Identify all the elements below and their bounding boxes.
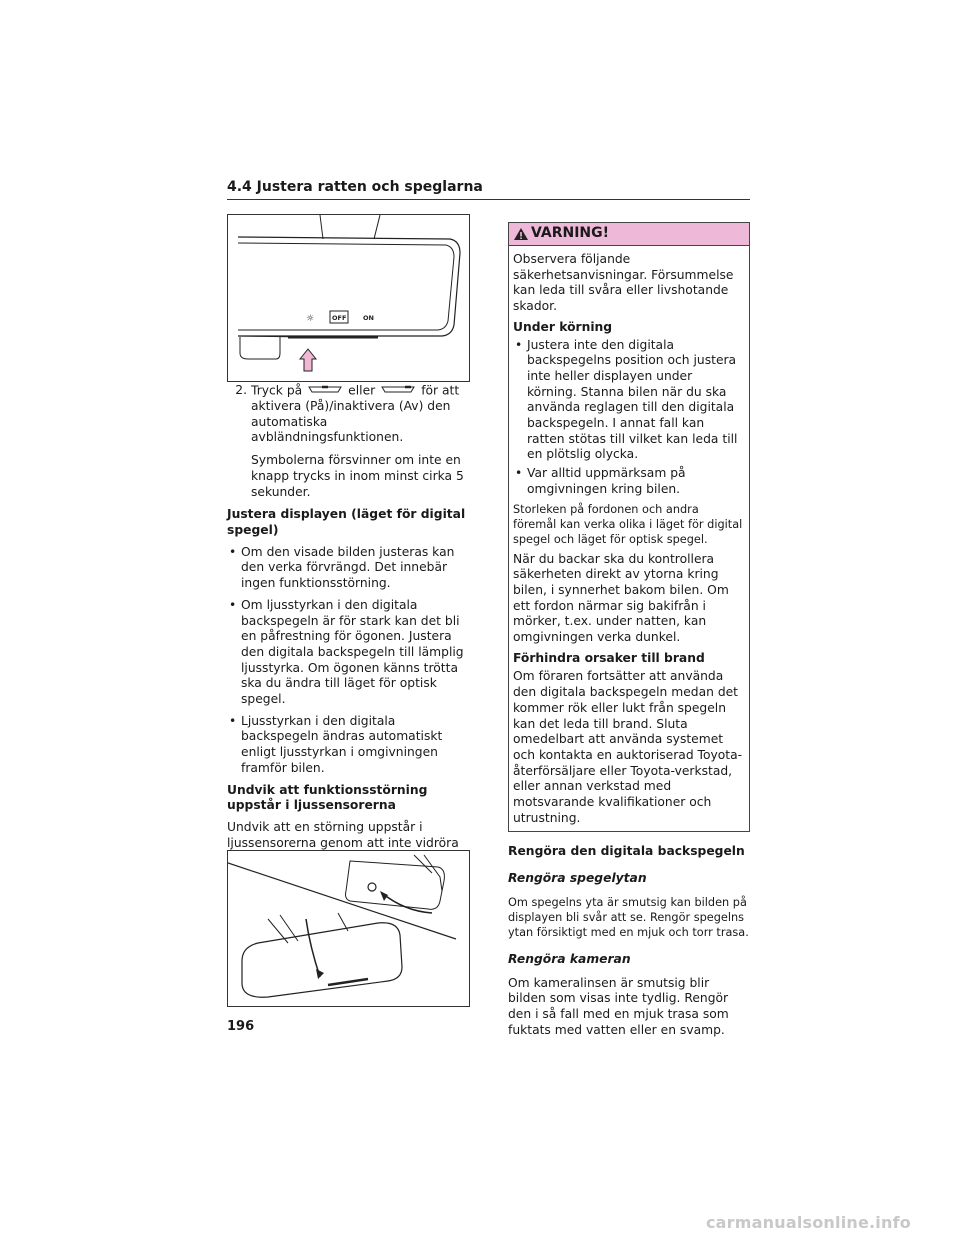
sensor-text: Undvik att en störning uppstår i ljussensorerna genom att inte vidröra — [227, 819, 459, 850]
warning-title: VARNING! — [531, 225, 610, 242]
step-2-text: Tryck på eller för att aktivera (På)/inaktivera (Av) den automatiska avbländningsfunktionen. — [251, 383, 460, 445]
camera-text: Om kameralinsen är smutsig blir bilden som visas inte tydlig. Rengör den i så fall med en mjuk trasa som fuktats med vatten eller en svamp. — [508, 975, 729, 1037]
surface-heading: Rengöra spegelytan — [508, 871, 647, 886]
step-2: 2. Tryck på eller för att aktivera (På)/inaktivera (Av) den automatiska avbländningsfunktionen. Symbolerna försvinner om inte en knapp trycks in inom minst cirka 5 sekunder. — [227, 383, 469, 507]
right-column — [508, 222, 750, 1045]
section-header — [227, 179, 750, 200]
list-item: • Ljusstyrkan i den digitala backspegeln ändras automatiskt enligt ljusstyrkan i omgivningen framför bilen. — [227, 714, 469, 777]
fire-heading: Förhindra orsaker till brand — [513, 650, 705, 665]
surface-text: Om spegelns yta är smutsig kan bilden på displayen bli svår att se. Rengör spegelns ytan försiktigt med en mjuk och torr trasa. — [508, 895, 749, 939]
reverse-note: När du backar ska du kontrollera säkerheten direkt av ytorna kring bilen, i synnerhet bakom bilen. Om ett fordon närmar sig bakifrån i mörker, t.ex. under natten, kan omgivningen verka dunkel. — [513, 551, 729, 645]
warning-header — [509, 223, 749, 246]
step-2-note: Symbolerna försvinner om inte en knapp trycks in inom minst cirka 5 sekunder. — [251, 453, 464, 499]
section-title: 4.4 Justera ratten och speglarna — [227, 179, 483, 195]
size-note: Storleken på fordonen och andra föremål kan verka olika i läget för digital spegel och läget för optisk spegel. — [513, 502, 743, 546]
display-bullets — [227, 545, 469, 777]
mirror-buttons-figure — [227, 214, 470, 382]
list-item: • Om ljusstyrkan i den digitala backspegeln är för stark kan det bli en påfrestning för ögonen. Justera den digitala backspegeln till lämplig ljusstyrka. Om ögonen känns trötta ska du ändra till läget för optisk spegel. — [227, 598, 469, 708]
mirror-cleaning-illustration — [228, 851, 469, 1006]
page-number: 196 — [227, 1019, 255, 1034]
sensor-heading: Undvik att funktionsstörning uppstår i ljussensorerna — [227, 782, 428, 813]
footer-watermark: carmanualsonline.info — [706, 1213, 911, 1232]
mirror-buttons-illustration — [228, 215, 469, 381]
driving-heading: Under körning — [513, 319, 613, 334]
dimmer-button-right-icon — [381, 383, 415, 399]
dimmer-button-left-icon — [308, 383, 342, 399]
off-label: OFF — [332, 314, 347, 322]
list-item: • Justera inte den digitala backspegelns position och justera inte heller displayen under körning. Stanna bilen när du ska använda reglagen till den digitala backspegeln. I annat fall kan ratten stötas till vilket kan leda till en plötslig olycka. — [513, 338, 745, 464]
left-column — [227, 383, 469, 874]
camera-heading: Rengöra kameran — [508, 951, 631, 966]
display-heading: Justera displayen (läget för digital spegel) — [227, 507, 466, 537]
warning-box — [508, 222, 750, 832]
warning-intro: Observera följande säkerhetsanvisningar. Försummelse kan leda till svåra eller livshotande skador. — [513, 252, 734, 314]
driving-bullets — [513, 338, 745, 498]
warning-body — [509, 246, 749, 831]
fire-text: Om föraren fortsätter att använda den digitala backspegeln medan det kommer rök eller lukt från spegeln kan det leda till brand. Sluta omedelbart att använda systemet och kontakta en auktoriserad Toyota-återförsäljare eller Toyota-verkstad, eller annan verkstad med motsvarande kvalifikationer och utrustning. — [513, 669, 743, 825]
warning-triangle-icon — [513, 227, 529, 241]
section-rule — [227, 199, 750, 200]
clean-heading: Rengöra den digitala backspegeln — [508, 843, 745, 858]
list-item: • Om den visade bilden justeras kan den verka förvrängd. Det innebär ingen funktionsstörning. — [227, 545, 469, 592]
svg-text:☼: ☼ — [306, 314, 315, 324]
arrow-up-icon — [300, 349, 316, 371]
mirror-cleaning-figure — [227, 850, 470, 1007]
on-label: ON — [363, 314, 374, 322]
list-item: • Var alltid uppmärksam på omgivningen kring bilen. — [513, 466, 745, 497]
